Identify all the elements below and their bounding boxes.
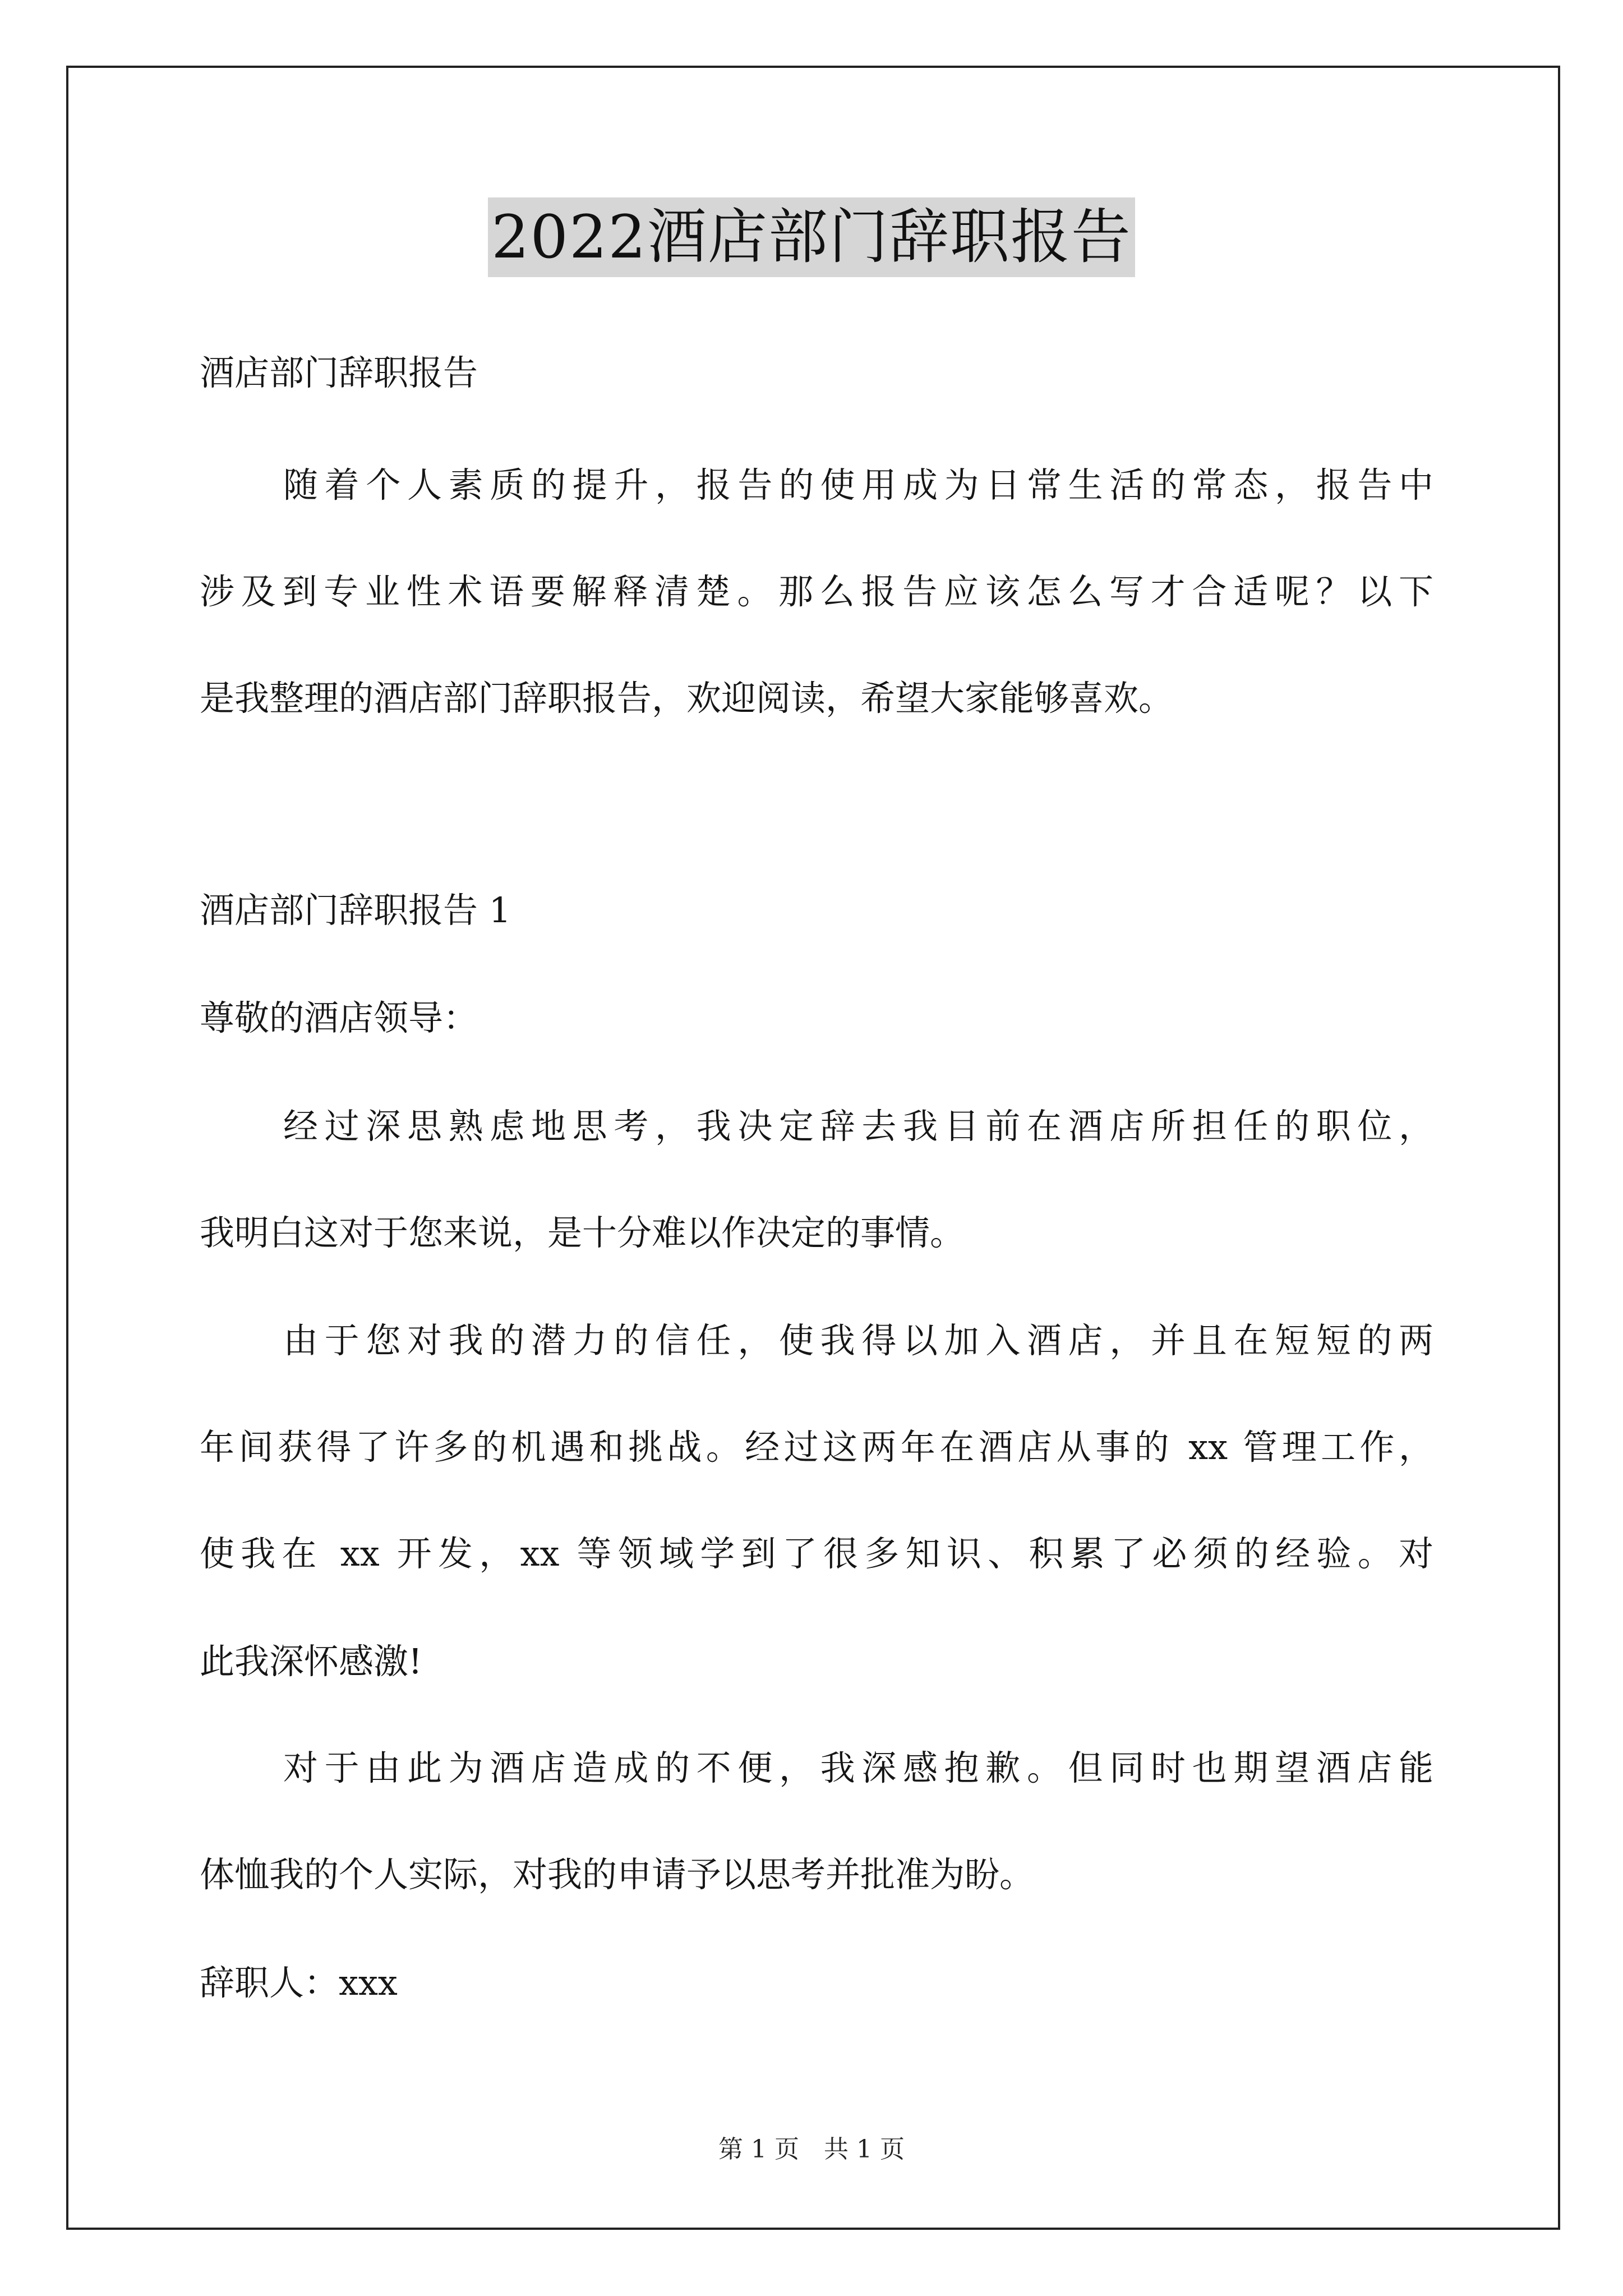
intro-line-2: 涉及到专业性术语要解释清楚。那么报告应该怎么写才合适呢？以下: [200, 571, 1433, 612]
salutation: 尊敬的酒店领导：: [200, 997, 478, 1038]
title-container: [0, 197, 1623, 277]
paragraph-2-line-4: 此我深怀感激!: [200, 1641, 422, 1682]
signature-line: 辞职人：xxx: [200, 1962, 398, 2003]
paragraph-2-line-2: 年间获得了许多的机遇和挑战。经过这两年在酒店从事的 xx 管理工作，: [200, 1427, 1433, 1467]
document-title: 2022酒店部门辞职报告: [488, 197, 1135, 277]
paragraph-1-line-1: 经过深思熟虑地思考，我决定辞去我目前在酒店所担任的职位，: [283, 1106, 1433, 1147]
paragraph-2-line-1: 由于您对我的潜力的信任，使我得以加入酒店，并且在短短的两: [283, 1320, 1433, 1361]
page-number: 第 1 页: [718, 2135, 799, 2164]
intro-line-1: 随着个人素质的提升，报告的使用成为日常生活的常态，报告中: [283, 464, 1433, 505]
paragraph-2-line-3: 使我在 xx 开发，xx 等领域学到了很多知识、积累了必须的经验。对: [200, 1533, 1433, 1574]
paragraph-3-line-2: 体恤我的个人实际，对我的申请予以思考并批准为盼。: [200, 1854, 1035, 1895]
section-heading: 酒店部门辞职报告: [200, 352, 478, 393]
page-total: 共 1 页: [824, 2135, 905, 2164]
paragraph-3-line-1: 对于由此为酒店造成的不便，我深感抱歉。但同时也期望酒店能: [283, 1747, 1433, 1788]
page-footer: [0, 2133, 1623, 2166]
paragraph-1-line-2: 我明白这对于您来说，是十分难以作决定的事情。: [200, 1212, 965, 1253]
letter-heading: 酒店部门辞职报告 1: [200, 890, 511, 931]
intro-line-3: 是我整理的酒店部门辞职报告，欢迎阅读，希望大家能够喜欢。: [200, 678, 1174, 719]
